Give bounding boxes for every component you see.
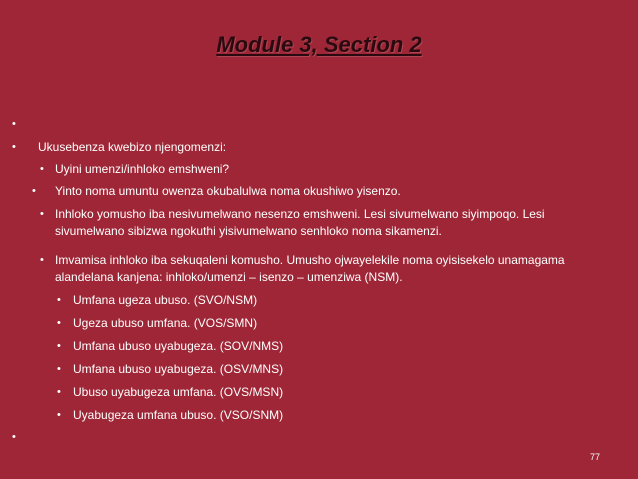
line-ukusebenza: Ukusebenza kwebizo njengomenzi: — [38, 140, 227, 154]
line-yinto: Yinto noma umuntu owenza okubalulwa noma okushiwo yisenzo. — [55, 184, 401, 198]
bullet-4: • — [40, 208, 44, 220]
slide-title: Module 3, Section 2 — [216, 32, 422, 57]
example-6: Uyabugeza umfana ubuso. (VSO/SNM) — [73, 408, 284, 422]
bullet-s6: • — [57, 409, 61, 421]
line-imvamisa-1: Imvamisa inhloko iba sekuqaleni komusho. Umusho ojwayelekile noma oyisisekelo unamagama — [55, 253, 565, 267]
page-number: 77 — [589, 452, 600, 462]
bullet-s4: • — [57, 363, 61, 375]
example-5: Ubuso uyabugeza umfana. (OVS/MSN) — [73, 385, 284, 399]
example-1: Umfana ugeza ubuso. (SVO/NSM) — [73, 293, 258, 307]
line-inhloko-1: Inhloko yomusho iba nesivumelwano nesenzo emshweni. Lesi sivumelwano siyimpoqo. Lesi — [55, 207, 545, 221]
bullet-2: • — [40, 163, 44, 175]
bullet-empty-bottom: • — [12, 431, 16, 443]
line-imvamisa-2: alandelana kanjena: inhloko/umenzi – isenzo – umenziwa (NSM). — [55, 270, 403, 284]
line-uyini: Uyini umenzi/inhloko emshweni? — [55, 162, 230, 176]
example-2: Ugeza ubuso umfana. (VOS/SMN) — [73, 316, 258, 330]
example-4: Umfana ubuso uyabugeza. (OSV/MNS) — [73, 362, 284, 376]
example-3: Umfana ubuso uyabugeza. (SOV/NMS) — [73, 339, 284, 353]
bullet-s2: • — [57, 317, 61, 329]
bullet-5: • — [40, 254, 44, 266]
bullet-3: • — [32, 185, 36, 197]
bullet-s3: • — [57, 340, 61, 352]
bullet-1: • — [12, 141, 16, 153]
bullet-empty-top: • — [12, 118, 16, 130]
bullet-s5: • — [57, 386, 61, 398]
line-inhloko-2: sivumelwano sibizwa ngokuthi yisivumelwano senhloko noma sikamenzi. — [55, 224, 442, 238]
bullet-s1: • — [57, 294, 61, 306]
